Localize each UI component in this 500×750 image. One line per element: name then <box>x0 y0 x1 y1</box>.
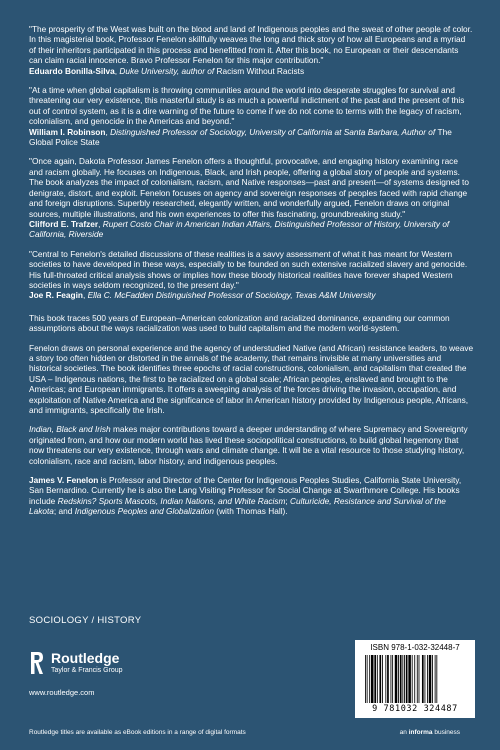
endorsement-quote: "The prosperity of the West was built on the blood and land of Indigenous peoples and the sweat of other people of color. In this magisterial book, Professor Fenelon skillfully weaves the long and thick story of how all Europeans and a myriad of their inheritors participated in this process and benefitted from it. After this book, no European or their descendants can claim racial innocence. Bravo Professor Fenelon for this major contribution." <box>29 24 473 66</box>
barcode-bar <box>422 655 424 703</box>
barcode-bar <box>427 655 428 703</box>
publisher-logo <box>29 650 123 676</box>
barcode-bar <box>382 655 383 703</box>
endorsement-4 <box>29 249 474 301</box>
endorsement-quote: "Once again, Dakota Professor James Fenelon offers a thoughtful, provocative, and engaging history examining race and racism globally. He focuses on Indigenous, Black, and Irish people, offering a global story of people and systems. The book analyzes the impact of colonialism, racism, and Native responses—past and present—of systems designed to denigrate, distort, and exploit. Fenelon focuses on agency and sovereign responses of peoples faced with rapid change and foreign disruptions. Superbly researched, elegantly written, and wonderfully argued, Fenelon draws on original sources, multiple illustrations, and his own experiences to offer this fascinating, groundbreaking study." <box>29 156 469 219</box>
endorser-title: Duke University, author of <box>119 65 217 76</box>
informa-suffix: business <box>432 729 460 736</box>
endorsement-attribution: Joe R. Feagin, Ella C. McFadden Distinguished Professor of Sociology, Texas A&M University <box>29 290 376 301</box>
isbn-label: ISBN 978-1-032-32448-7 <box>370 643 460 652</box>
endorser-name: Eduardo Bonilla-Silva <box>29 65 115 76</box>
subject-category: SOCIOLOGY / HISTORY <box>29 615 142 626</box>
endorsement-quote: "At a time when global capitalism is throwing communities around the world into desperate struggles for survival and threatening our very existence, this masterful study is as much a powerful indictment of the past and the present of this out of control system, as it is a dire warning of the future to come if we do not come to terms with the legacy of racism, colonialism, and genocide in the Americas and beyond." <box>29 85 465 127</box>
author-bio <box>29 475 474 517</box>
barcode-bar <box>425 655 426 703</box>
description-paragraph-2: Fenelon draws on personal experience and the agency of understudied Native (and African) resistance leaders, to weave a story too often hidden or distorted in the annals of the academy, that remains invisible at many universities and historical societies. The book identifies three epochs of racial constructions, colonialism, and capitalism that created the USA – Indigenous nations, the first to be racialized on a global scale; African peoples, enslaved and brought to the Americas; and European immigrants. It offers a sweeping analysis of the forces driving the invasion, occupation, and exploitation of Native America and the significance of labor in American history provided by Indigenous people, Africans, and immigrants, specifically the Irish. <box>29 342 474 415</box>
author-book-1: Redskins? Sports Mascots, Indian Nations, and White Racism <box>57 495 286 506</box>
endorser-book: Racism Without Racists <box>216 65 305 76</box>
author-book-3: Indigenous Peoples and Globalization <box>74 506 214 517</box>
barcode-bar <box>429 655 432 703</box>
routledge-r-icon <box>29 650 45 676</box>
author-bio-text: ; and <box>53 506 75 517</box>
publisher-website: www.routledge.com <box>29 688 95 697</box>
barcode-bar <box>391 655 392 703</box>
barcode-bar <box>412 655 413 703</box>
author-bio-text: (with Thomas Hall). <box>214 506 288 517</box>
endorsement-3 <box>29 156 474 239</box>
barcode-digits: 9 781032 324487 <box>372 704 458 714</box>
author-bio-text: is Professor and Director of the Center for Indigenous Peoples Studies, California State University, San Bernardino. Currently he is also the Lang Visiting Professor for Social Change at Swarthmore College. His books include <box>29 475 462 506</box>
endorsement-1 <box>29 24 474 76</box>
informa-brand: informa <box>408 729 433 736</box>
publisher-name: Routledge <box>51 650 120 666</box>
barcode-bar <box>387 655 389 703</box>
description-paragraph-3 <box>29 424 474 466</box>
barcode-bar <box>385 655 386 703</box>
barcode-bar <box>369 655 370 703</box>
barcode-bar <box>371 655 374 703</box>
endorsement-quote: "Central to Fenelon's detailed discussions of these realities is a savvy assessment of what it has meant for Western societies to have developed in these ways, especially to be founded on such extensive racialized slavery and genocide. His full-throated critical analysis shows or implies how these bloody historical realities have forever shaped Western societies in ways seldom recognized, to the present day." <box>29 248 468 290</box>
isbn-barcode-block <box>355 640 475 718</box>
author-name: James V. Fenelon <box>29 475 99 486</box>
endorsement-attribution: Clifford E. Trafzer, Rupert Costo Chair in American Indian Affairs, Distinguished Professor of History, University of California, Riverside <box>29 218 450 240</box>
barcode-bar <box>392 655 393 703</box>
barcode-bar <box>436 655 437 703</box>
publisher-group: Taylor & Francis Group <box>51 667 123 674</box>
endorser-name: William I. Robinson <box>29 126 106 137</box>
endorser-book: The Global Police State <box>29 126 452 148</box>
barcode-bar <box>379 655 381 703</box>
barcode-bar <box>406 655 408 703</box>
endorsement-attribution: Eduardo Bonilla-Silva, Duke University, author of Racism Without Racists <box>29 65 305 76</box>
endorser-title: Rupert Costo Chair in American Indian Affairs, Distinguished Professor of History, University of California, Riverside <box>29 218 450 240</box>
barcode-bar <box>377 655 378 703</box>
barcode-bar <box>435 655 436 703</box>
informa-prefix: an <box>399 729 409 736</box>
barcode-bar <box>398 655 399 703</box>
back-cover-text <box>29 24 474 526</box>
barcode-icon <box>363 655 467 703</box>
barcode-bar <box>408 655 411 703</box>
barcode-bar <box>402 655 403 703</box>
barcode-bar <box>417 655 418 703</box>
barcode-bar <box>419 655 420 703</box>
endorsement-attribution: William I. Robinson, Distinguished Professor of Sociology, University of California at Santa Barbara, Author of The Global Police State <box>29 126 452 148</box>
endorser-name: Joe R. Feagin <box>29 290 83 301</box>
book-title: Indian, Black and Irish <box>29 424 111 435</box>
description-paragraph-1: This book traces 500 years of European–American colonization and racialized dominance, expanding our common assumptions about the ways racialization was used to build capitalism and the modern world-system. <box>29 312 450 334</box>
endorser-name: Clifford E. Trafzer <box>29 218 99 229</box>
author-bio-text: ; <box>285 495 291 506</box>
barcode-bar <box>395 655 398 703</box>
barcode-bar <box>400 655 402 703</box>
endorsement-2 <box>29 85 474 147</box>
barcode-bar <box>404 655 405 703</box>
ebook-note: Routledge titles are available as eBook editions in a range of digital formats <box>29 729 246 736</box>
barcode-bar <box>414 655 415 703</box>
description-text: makes major contributions toward a deeper understanding of where Supremacy and Sovereignty originated from, and how our modern world has lived these sociopolitical constructions, to build global hegemony that now threatens our very existence, through wars and climate change. It will be a vital resource to those studying history, colonialism, race and racism, labor history, and indigenous peoples. <box>29 424 468 466</box>
author-book-2: Culturicide, Resistance and Survival of the Lakota <box>29 495 446 517</box>
endorser-title: Distinguished Professor of Sociology, University of California at Santa Barbara, Author of <box>110 126 438 137</box>
endorser-title: Ella C. McFadden Distinguished Professor of Sociology, Texas A&M University <box>87 290 376 301</box>
informa-business <box>400 729 460 736</box>
barcode-bar <box>432 655 433 703</box>
barcode-bar <box>365 655 366 703</box>
barcode-bar <box>374 655 376 703</box>
barcode-bar <box>367 655 368 703</box>
